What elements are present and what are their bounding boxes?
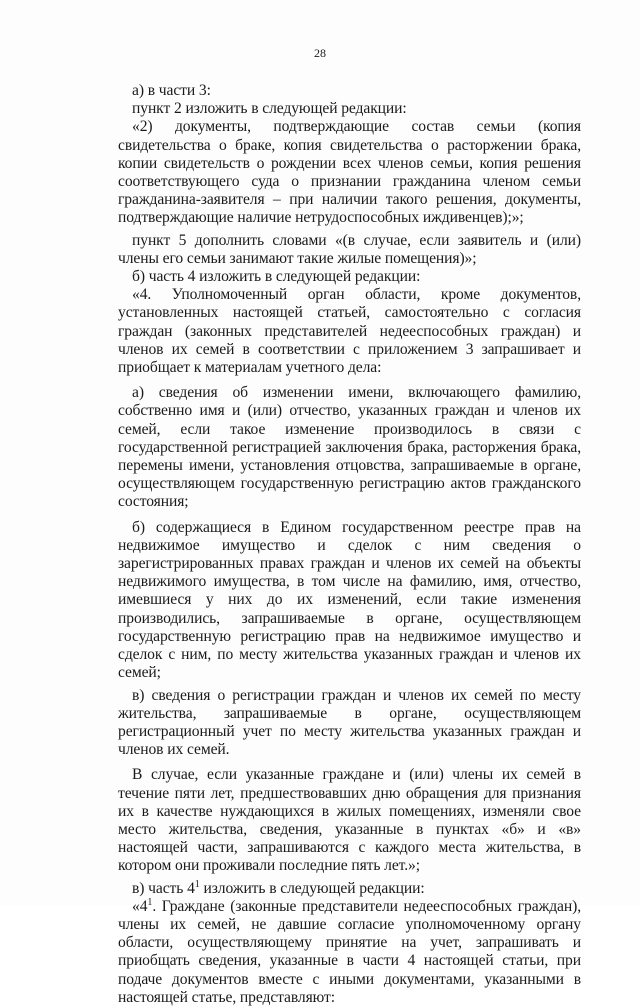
superscript: 1 — [194, 878, 200, 890]
paragraph: б) содержащиеся в Едином государственном реестре прав на недвижимое имущество и сделок с ним сведения о зарегистрированных правах граждан и членов их семей на объекты недвижимого имущества, в том числе на фамилию, имя, отчество, имевшиеся у них до их изменений, если такие изменения производились, запрашиваемые в органе, осуществляющем государственную регистрацию прав на недвижимое имущество и сделок с ним, по месту жительства указанных граждан и членов их семей; — [118, 518, 581, 682]
paragraph: «4. Уполномоченный орган области, кроме документов, установленных настоящей статьей, самостоятельно с согласия граждан (законных представителей недееспособных граждан) и членов их семей в соответствии с приложением 3 запрашивает и приобщает к материалам учетного дела: — [118, 286, 581, 377]
paragraph: «2) документы, подтверждающие состав семьи (копия свидетельства о браке, копия свидетельства о расторжении брака, копии свидетельств о рождении всех членов семьи, копия решения соответствующего суда о признании гражданина членом семьи гражданина-заявителя – при наличии такого решения, документы, подтверждающие наличие нетрудоспособных иждивенцев);»; — [118, 118, 581, 227]
paragraph: б) часть 4 изложить в следующей редакции: — [132, 268, 421, 286]
paragraph: пункт 5 дополнить словами «(в случае, если заявитель и (или) члены его семьи занимают такие жилые помещения)»; — [118, 231, 581, 267]
document-body — [118, 82, 581, 1007]
paragraph: а) сведения об изменении имени, включающего фамилию, собственно имя и (или) отчество, указанных граждан и членов их семей, если такое изменение производилось в связи с государственной регистрацией заключения брака, расторжения брака, перемены имени, установления отцовства, запрашиваемые в органе, осуществляющем государственную регистрацию актов гражданского состояния; — [118, 384, 581, 511]
paragraph: в) часть $4^1$ изложить в следующей редакции: — [132, 878, 425, 897]
paragraph: «$4^1$. Граждане (законные представители недееспособных граждан), члены их семей, не давшие согласие уполномоченному органу области, осуществляющему принятие на учет, запрашивать и приобщать сведения, указанные в части 4 настоящей статьи, при подаче документов вместе с иными документами, указанными в настоящей статье, представляют: — [118, 896, 581, 1006]
page-number: 28 — [314, 46, 326, 60]
paragraph: в) сведения о регистрации граждан и членов их семей по месту жительства, запрашиваемые в органе, осуществляющем регистрационный учет по месту жительства указанных граждан и членов их семей. — [118, 686, 581, 759]
paragraph: В случае, если указанные граждане и (или) члены их семей в течение пяти лет, предшествовавших дню обращения для признания их в качестве нуждающихся в жилых помещениях, изменяли свое место жительства, сведения, указанные в пунктах «б» и «в» настоящей части, запрашиваются с каждого места жительства, в котором они проживали последние пять лет.»; — [118, 766, 581, 875]
superscript: 1 — [147, 896, 153, 908]
paragraph: пункт 2 изложить в следующей редакции: — [132, 100, 407, 118]
paragraph: а) в части 3: — [132, 82, 211, 99]
